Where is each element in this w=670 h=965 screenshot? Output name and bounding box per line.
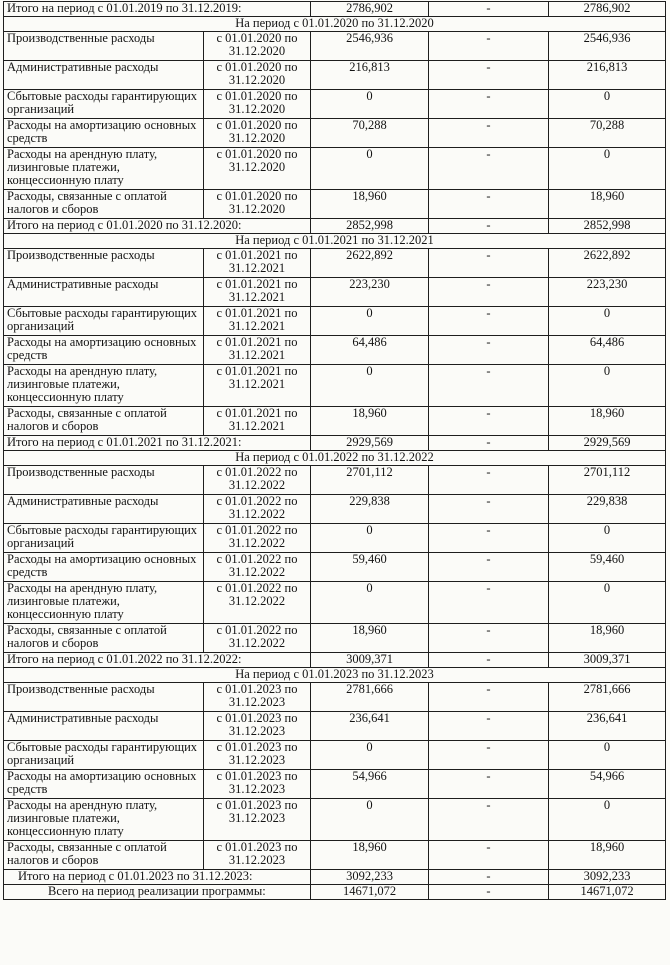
expense-row <box>4 841 666 870</box>
expense-dash: - <box>429 712 549 741</box>
expense-period: с 01.01.2023 по 31.12.2023 <box>204 799 311 841</box>
expense-value-final: 18,960 <box>549 841 666 870</box>
expense-period: с 01.01.2020 по 31.12.2020 <box>204 148 311 190</box>
expense-name: Административные расходы <box>4 495 204 524</box>
expense-value: 229,838 <box>311 495 429 524</box>
total-value-final: 2786,902 <box>549 2 666 17</box>
expense-dash: - <box>429 741 549 770</box>
expense-dash: - <box>429 336 549 365</box>
expense-period: с 01.01.2023 по 31.12.2023 <box>204 841 311 870</box>
expense-period: с 01.01.2022 по 31.12.2022 <box>204 466 311 495</box>
expense-period: с 01.01.2020 по 31.12.2020 <box>204 190 311 219</box>
expense-value-final: 223,230 <box>549 278 666 307</box>
period-header: На период с 01.01.2021 по 31.12.2021 <box>4 234 666 249</box>
expense-period: с 01.01.2022 по 31.12.2022 <box>204 495 311 524</box>
total-dash: - <box>429 870 549 885</box>
expense-dash: - <box>429 524 549 553</box>
expense-name: Расходы на арендную плату, лизинговые платежи, концессионную плату <box>4 582 204 624</box>
expense-row <box>4 495 666 524</box>
total-dash: - <box>429 436 549 451</box>
expense-dash: - <box>429 799 549 841</box>
expense-value: 216,813 <box>311 61 429 90</box>
expense-dash: - <box>429 32 549 61</box>
expense-dash: - <box>429 841 549 870</box>
expense-dash: - <box>429 407 549 436</box>
total-value: 3009,371 <box>311 653 429 668</box>
expense-name: Сбытовые расходы гарантирующих организаций <box>4 307 204 336</box>
total-row <box>4 2 666 17</box>
expense-row <box>4 741 666 770</box>
expense-row <box>4 119 666 148</box>
expense-period: с 01.01.2021 по 31.12.2021 <box>204 249 311 278</box>
expense-dash: - <box>429 553 549 582</box>
expense-dash: - <box>429 278 549 307</box>
expense-value: 223,230 <box>311 278 429 307</box>
expense-row <box>4 336 666 365</box>
expense-value-final: 18,960 <box>549 190 666 219</box>
expense-row <box>4 90 666 119</box>
expense-value-final: 64,486 <box>549 336 666 365</box>
expense-period: с 01.01.2021 по 31.12.2021 <box>204 278 311 307</box>
total-label: Итого на период с 01.01.2019 по 31.12.2019: <box>4 2 311 17</box>
period-header: На период с 01.01.2023 по 31.12.2023 <box>4 668 666 683</box>
expense-dash: - <box>429 61 549 90</box>
expense-dash: - <box>429 770 549 799</box>
total-row <box>4 653 666 668</box>
expense-name: Сбытовые расходы гарантирующих организаций <box>4 90 204 119</box>
expense-name: Расходы, связанные с оплатой налогов и сборов <box>4 841 204 870</box>
expense-period: с 01.01.2020 по 31.12.2020 <box>204 61 311 90</box>
total-value: 2929,569 <box>311 436 429 451</box>
period-header-row <box>4 234 666 249</box>
expense-period: с 01.01.2020 по 31.12.2020 <box>204 119 311 148</box>
expense-dash: - <box>429 495 549 524</box>
expense-value: 2781,666 <box>311 683 429 712</box>
expense-name: Расходы на арендную плату, лизинговые платежи, концессионную плату <box>4 799 204 841</box>
expense-value-final: 216,813 <box>549 61 666 90</box>
expense-name: Расходы на амортизацию основных средств <box>4 336 204 365</box>
expense-value: 59,460 <box>311 553 429 582</box>
period-header-row <box>4 17 666 32</box>
expense-name: Производственные расходы <box>4 466 204 495</box>
expense-row <box>4 799 666 841</box>
total-value-final: 3009,371 <box>549 653 666 668</box>
expense-row <box>4 407 666 436</box>
expense-dash: - <box>429 148 549 190</box>
expense-name: Расходы, связанные с оплатой налогов и сборов <box>4 624 204 653</box>
expense-value-final: 0 <box>549 582 666 624</box>
expense-period: с 01.01.2023 по 31.12.2023 <box>204 683 311 712</box>
period-header: На период с 01.01.2020 по 31.12.2020 <box>4 17 666 32</box>
expense-dash: - <box>429 365 549 407</box>
total-value: 3092,233 <box>311 870 429 885</box>
expense-value: 2701,112 <box>311 466 429 495</box>
expense-row <box>4 278 666 307</box>
expense-row <box>4 32 666 61</box>
expense-row <box>4 365 666 407</box>
expense-name: Расходы на амортизацию основных средств <box>4 119 204 148</box>
expense-value-final: 229,838 <box>549 495 666 524</box>
expense-value-final: 18,960 <box>549 624 666 653</box>
expense-value-final: 2546,936 <box>549 32 666 61</box>
total-dash: - <box>429 219 549 234</box>
expense-period: с 01.01.2023 по 31.12.2023 <box>204 741 311 770</box>
grand-total-value-final: 14671,072 <box>549 885 666 900</box>
expense-period: с 01.01.2021 по 31.12.2021 <box>204 307 311 336</box>
expense-name: Расходы на амортизацию основных средств <box>4 770 204 799</box>
period-header-row <box>4 451 666 466</box>
expense-dash: - <box>429 90 549 119</box>
expense-value-final: 0 <box>549 148 666 190</box>
expense-name: Сбытовые расходы гарантирующих организаций <box>4 741 204 770</box>
total-row <box>4 219 666 234</box>
expense-period: с 01.01.2023 по 31.12.2023 <box>204 712 311 741</box>
expense-name: Расходы на амортизацию основных средств <box>4 553 204 582</box>
expense-name: Расходы на арендную плату, лизинговые платежи, концессионную плату <box>4 365 204 407</box>
expense-value-final: 0 <box>549 741 666 770</box>
expense-period: с 01.01.2020 по 31.12.2020 <box>204 32 311 61</box>
expense-value: 0 <box>311 799 429 841</box>
expense-name: Производственные расходы <box>4 32 204 61</box>
total-dash: - <box>429 2 549 17</box>
expense-value-final: 0 <box>549 799 666 841</box>
expense-value-final: 0 <box>549 90 666 119</box>
total-row <box>4 436 666 451</box>
expense-row <box>4 148 666 190</box>
expense-dash: - <box>429 683 549 712</box>
total-value: 2852,998 <box>311 219 429 234</box>
grand-total-label: Всего на период реализации программы: <box>4 885 311 900</box>
expense-name: Административные расходы <box>4 278 204 307</box>
expense-value: 18,960 <box>311 841 429 870</box>
expenses-table-body <box>4 2 666 900</box>
expense-value: 2622,892 <box>311 249 429 278</box>
expense-value-final: 0 <box>549 365 666 407</box>
expense-dash: - <box>429 190 549 219</box>
expense-value-final: 2781,666 <box>549 683 666 712</box>
expense-name: Административные расходы <box>4 712 204 741</box>
expense-value: 0 <box>311 307 429 336</box>
expense-value: 18,960 <box>311 624 429 653</box>
total-value: 2786,902 <box>311 2 429 17</box>
expense-value: 0 <box>311 365 429 407</box>
expense-row <box>4 61 666 90</box>
expenses-table <box>3 1 666 900</box>
expense-dash: - <box>429 582 549 624</box>
total-label: Итого на период с 01.01.2022 по 31.12.2022: <box>4 653 311 668</box>
expense-period: с 01.01.2022 по 31.12.2022 <box>204 582 311 624</box>
expense-period: с 01.01.2022 по 31.12.2022 <box>204 524 311 553</box>
expense-value: 0 <box>311 582 429 624</box>
expense-row <box>4 712 666 741</box>
expense-dash: - <box>429 466 549 495</box>
expense-value-final: 54,966 <box>549 770 666 799</box>
expense-name: Расходы на арендную плату, лизинговые платежи, концессионную плату <box>4 148 204 190</box>
expense-value: 0 <box>311 524 429 553</box>
expense-value-final: 18,960 <box>549 407 666 436</box>
expense-name: Производственные расходы <box>4 683 204 712</box>
expense-value-final: 70,288 <box>549 119 666 148</box>
total-value-final: 3092,233 <box>549 870 666 885</box>
expense-row <box>4 466 666 495</box>
expense-dash: - <box>429 249 549 278</box>
expense-value-final: 2622,892 <box>549 249 666 278</box>
expense-value: 54,966 <box>311 770 429 799</box>
expense-value-final: 2701,112 <box>549 466 666 495</box>
grand-total-row <box>4 885 666 900</box>
expense-value: 18,960 <box>311 190 429 219</box>
expense-period: с 01.01.2021 по 31.12.2021 <box>204 336 311 365</box>
expense-period: с 01.01.2022 по 31.12.2022 <box>204 624 311 653</box>
expense-row <box>4 524 666 553</box>
total-dash: - <box>429 653 549 668</box>
total-value-final: 2852,998 <box>549 219 666 234</box>
expense-period: с 01.01.2020 по 31.12.2020 <box>204 90 311 119</box>
total-label: Итого на период с 01.01.2020 по 31.12.2020: <box>4 219 311 234</box>
expense-row <box>4 624 666 653</box>
expense-row <box>4 249 666 278</box>
expense-row <box>4 307 666 336</box>
period-header-row <box>4 668 666 683</box>
total-row <box>4 870 666 885</box>
expense-name: Сбытовые расходы гарантирующих организаций <box>4 524 204 553</box>
expense-name: Расходы, связанные с оплатой налогов и сборов <box>4 407 204 436</box>
expense-name: Административные расходы <box>4 61 204 90</box>
expense-value: 0 <box>311 148 429 190</box>
expense-value-final: 236,641 <box>549 712 666 741</box>
total-label: Итого на период с 01.01.2021 по 31.12.2021: <box>4 436 311 451</box>
grand-total-value: 14671,072 <box>311 885 429 900</box>
period-header: На период с 01.01.2022 по 31.12.2022 <box>4 451 666 466</box>
total-value-final: 2929,569 <box>549 436 666 451</box>
expense-period: с 01.01.2023 по 31.12.2023 <box>204 770 311 799</box>
expense-dash: - <box>429 624 549 653</box>
expense-value: 70,288 <box>311 119 429 148</box>
expense-period: с 01.01.2022 по 31.12.2022 <box>204 553 311 582</box>
expense-value-final: 0 <box>549 307 666 336</box>
expense-row <box>4 770 666 799</box>
expense-value-final: 59,460 <box>549 553 666 582</box>
expense-name: Расходы, связанные с оплатой налогов и сборов <box>4 190 204 219</box>
total-label: Итого на период с 01.01.2023 по 31.12.2023: <box>4 870 311 885</box>
expense-value: 0 <box>311 741 429 770</box>
expense-row <box>4 553 666 582</box>
expense-name: Производственные расходы <box>4 249 204 278</box>
expense-value-final: 0 <box>549 524 666 553</box>
expense-period: с 01.01.2021 по 31.12.2021 <box>204 407 311 436</box>
grand-total-dash: - <box>429 885 549 900</box>
expense-value: 18,960 <box>311 407 429 436</box>
expense-value: 64,486 <box>311 336 429 365</box>
expense-value: 0 <box>311 90 429 119</box>
expense-row <box>4 190 666 219</box>
expense-value: 2546,936 <box>311 32 429 61</box>
expense-row <box>4 683 666 712</box>
expense-period: с 01.01.2021 по 31.12.2021 <box>204 365 311 407</box>
expense-dash: - <box>429 307 549 336</box>
expense-row <box>4 582 666 624</box>
expense-dash: - <box>429 119 549 148</box>
expense-value: 236,641 <box>311 712 429 741</box>
